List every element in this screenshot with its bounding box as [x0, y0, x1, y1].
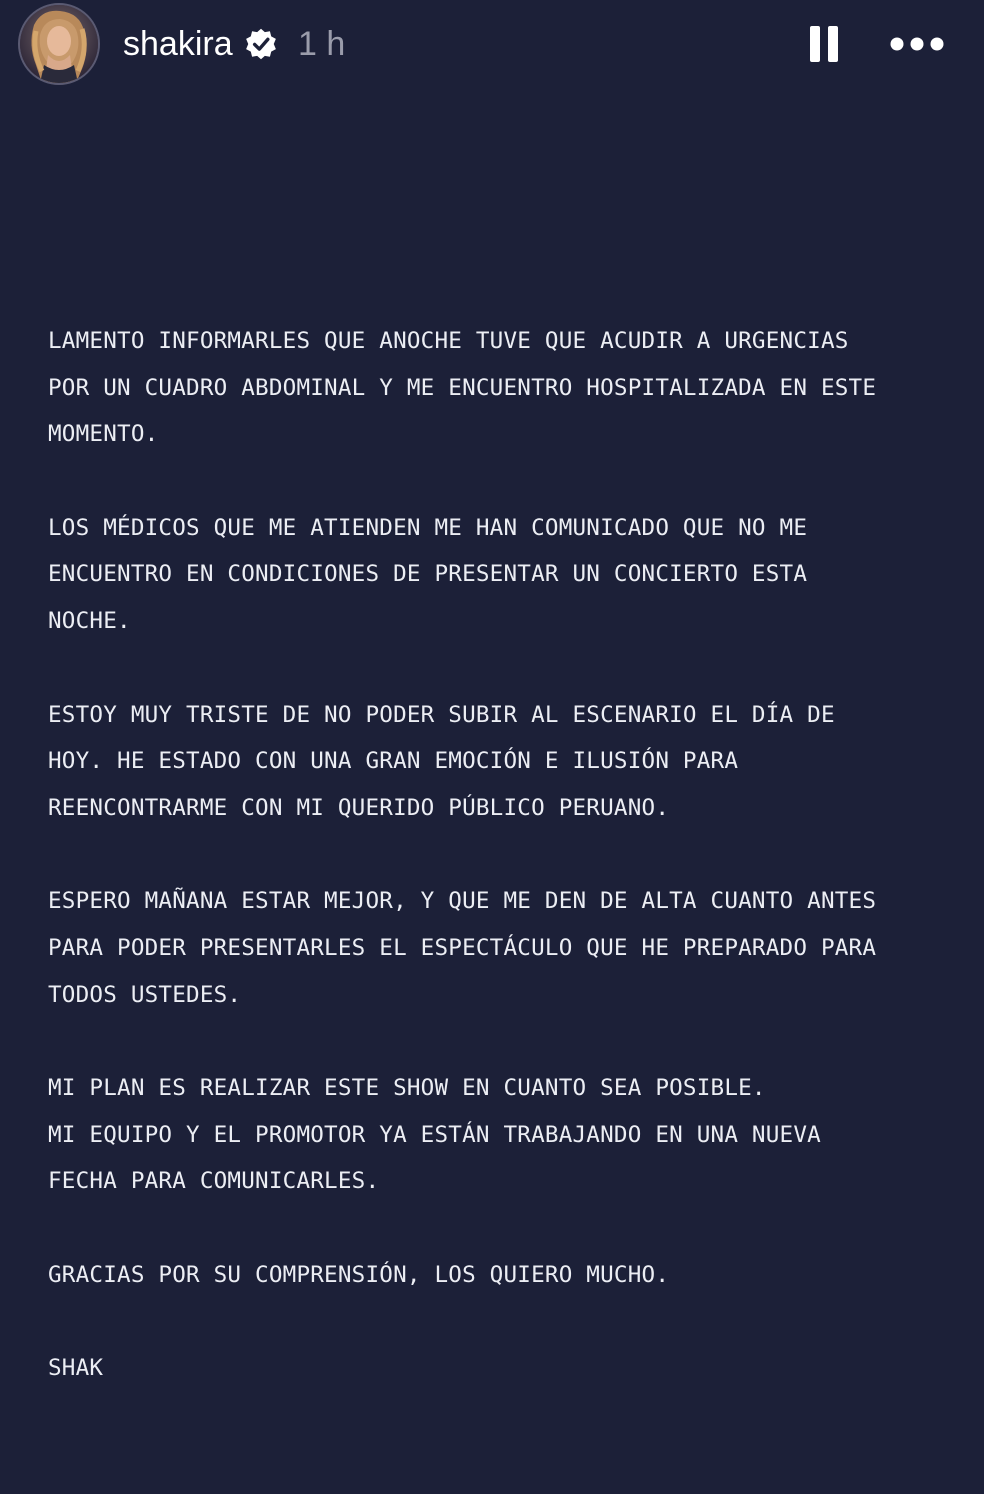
message-paragraph	[48, 878, 978, 1018]
more-options-icon[interactable]	[886, 28, 948, 60]
pause-icon[interactable]	[806, 22, 842, 66]
story-header	[0, 0, 984, 90]
message-paragraph	[48, 692, 978, 832]
message-line: REENCONTRARME CON MI QUERIDO PÚBLICO PERUANO.	[48, 794, 670, 821]
message-paragraph	[48, 1065, 978, 1205]
message-line: NOCHE.	[48, 608, 131, 635]
message-line: LAMENTO INFORMARLES QUE ANOCHE TUVE QUE ACUDIR A URGENCIAS	[48, 328, 849, 354]
message-line: LOS MÉDICOS QUE ME ATIENDEN ME HAN COMUNICADO QUE NO ME	[48, 514, 808, 541]
message-paragraph	[48, 318, 978, 458]
message-line: HOY. HE ESTADO CON UNA GRAN EMOCIÓN E ILUSIÓN PARA	[48, 748, 739, 775]
message-line: ENCUENTRO EN CONDICIONES DE PRESENTAR UN CONCIERTO ESTA	[48, 561, 808, 588]
message-paragraph	[48, 1252, 978, 1299]
message-line: MI EQUIPO Y EL PROMOTOR YA ESTÁN TRABAJANDO EN UNA NUEVA	[48, 1121, 821, 1148]
username[interactable]: shakira	[123, 25, 233, 63]
message-line: MI PLAN ES REALIZAR ESTE SHOW EN CUANTO SEA POSIBLE.	[48, 1075, 766, 1101]
message-line: FECHA PARA COMUNICARLES.	[48, 1168, 380, 1195]
verified-badge-icon	[244, 27, 278, 61]
profile-avatar[interactable]	[18, 3, 100, 85]
message-line: POR UN CUADRO ABDOMINAL Y ME ENCUENTRO HOSPITALIZADA EN ESTE	[48, 374, 877, 401]
message-line: ESPERO MAÑANA ESTAR MEJOR, Y QUE ME DEN DE ALTA CUANTO ANTES	[48, 888, 877, 915]
message-line: MOMENTO.	[48, 421, 159, 448]
message-line: SHAK	[48, 1355, 104, 1382]
message-paragraph	[48, 505, 978, 645]
message-line: ESTOY MUY TRISTE DE NO PODER SUBIR AL ESCENARIO EL DÍA DE	[48, 701, 835, 728]
message-line: PARA PODER PRESENTARLES EL ESPECTÁCULO QUE HE PREPARADO PARA	[48, 934, 877, 961]
story-message	[48, 318, 978, 1439]
message-paragraph	[48, 1345, 978, 1392]
avatar-photo	[20, 5, 98, 83]
post-time: 1 h	[298, 25, 346, 63]
message-line: TODOS USTEDES.	[48, 981, 242, 1008]
message-line: GRACIAS POR SU COMPRENSIÓN, LOS QUIERO MUCHO.	[48, 1261, 670, 1288]
